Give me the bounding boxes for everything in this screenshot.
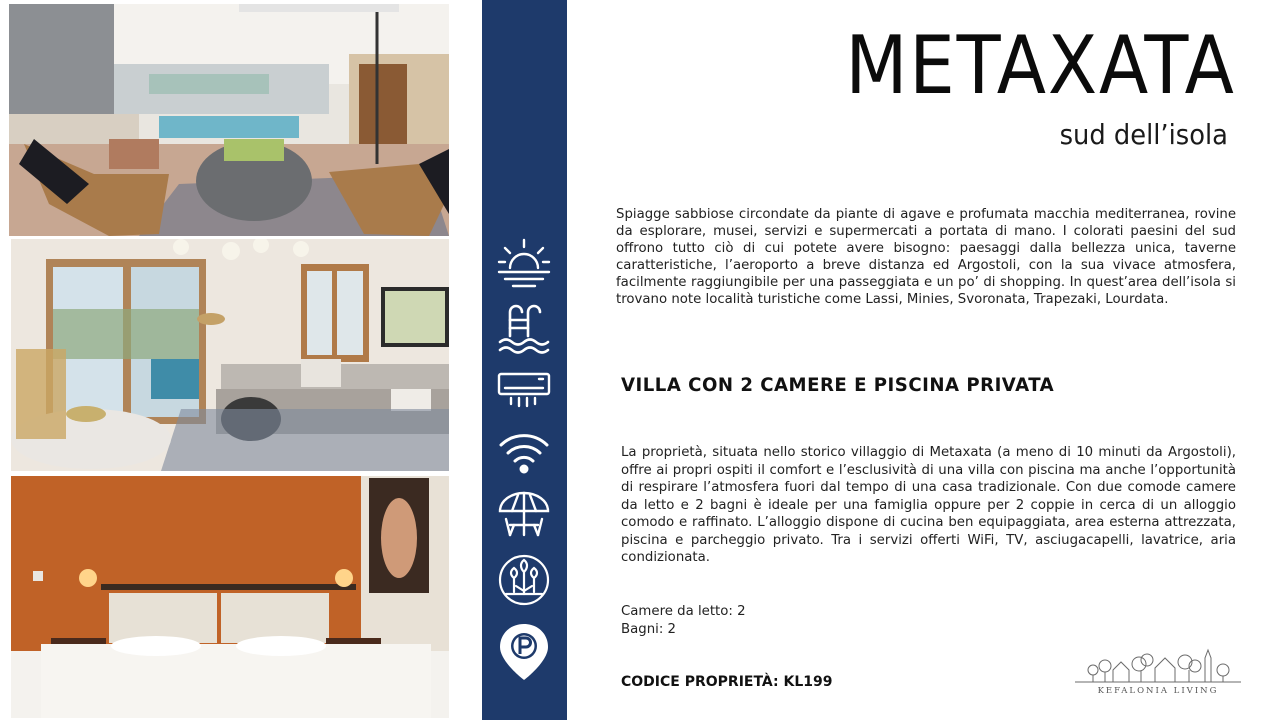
living-room-photo (11, 239, 449, 471)
property-code: CODICE PROPRIETÀ: KL199 (621, 674, 833, 690)
bedroom-photo (11, 476, 449, 718)
intro-paragraph: Spiagge sabbiose circondate da piante di agave e profumata macchia mediterranea, rovine da esplorare, musei, servizi e supermercati a portata di mano. I colorati paesini del sud offrono tutto ciò di cui potete avere bisogno: paesaggi dalla bellezza unica, taverne caratteristiche, l’aeroporto a breve distanza ed Argostoli, con la sua vivace atmosfera, facilmente raggiungibile per una passeggiata e un po’ di shopping. In quest’area dell’isola si trovano note località turistiche come Lassi, Minies, Svoronata, Trapezaki, Lourdata. (616, 207, 1236, 307)
amenity-strip (482, 0, 567, 720)
villa-facts (621, 603, 746, 639)
bathrooms-count: Bagni: 2 (621, 622, 676, 637)
page-title: METAXATA (845, 19, 1236, 112)
logo-text: KEFALONIA LIVING (1097, 686, 1219, 696)
pool-icon (494, 300, 554, 356)
air-conditioner-icon (494, 362, 554, 418)
sunrise-icon (494, 234, 554, 290)
garden-icon (494, 552, 554, 608)
umbrella-terrace-icon (494, 485, 554, 541)
villa-description: La proprietà, situata nello storico villaggio di Metaxata (a meno di 10 minuti da Argostoli), offre ai propri ospiti il comfort e l’esclusività di una villa con piscina ma anche l’opportunità di respirare l’atmosfera fuori dal tempo di una casa tradizionale. Con due comode camere da letto e 2 bagni è ideale per una famiglia oppure per 2 coppie in cerca di un alloggio comodo e raffinato. L’alloggio dispone di cucina ben equipaggiata, area esterna attrezzata, piscina e parcheggio privato. Tra i servizi offerti WiFi, TV, asciugacapelli, lavatrice, aria condizionata. (621, 445, 1236, 565)
wifi-icon (494, 423, 554, 479)
parking-pin-icon (494, 624, 554, 680)
villa-heading: VILLA CON 2 CAMERE E PISCINA PRIVATA (621, 375, 1055, 396)
pool-terrace-photo (9, 4, 449, 236)
bedrooms-count: Camere da letto: 2 (621, 604, 746, 619)
page-subtitle: sud dell’isola (1059, 118, 1228, 151)
